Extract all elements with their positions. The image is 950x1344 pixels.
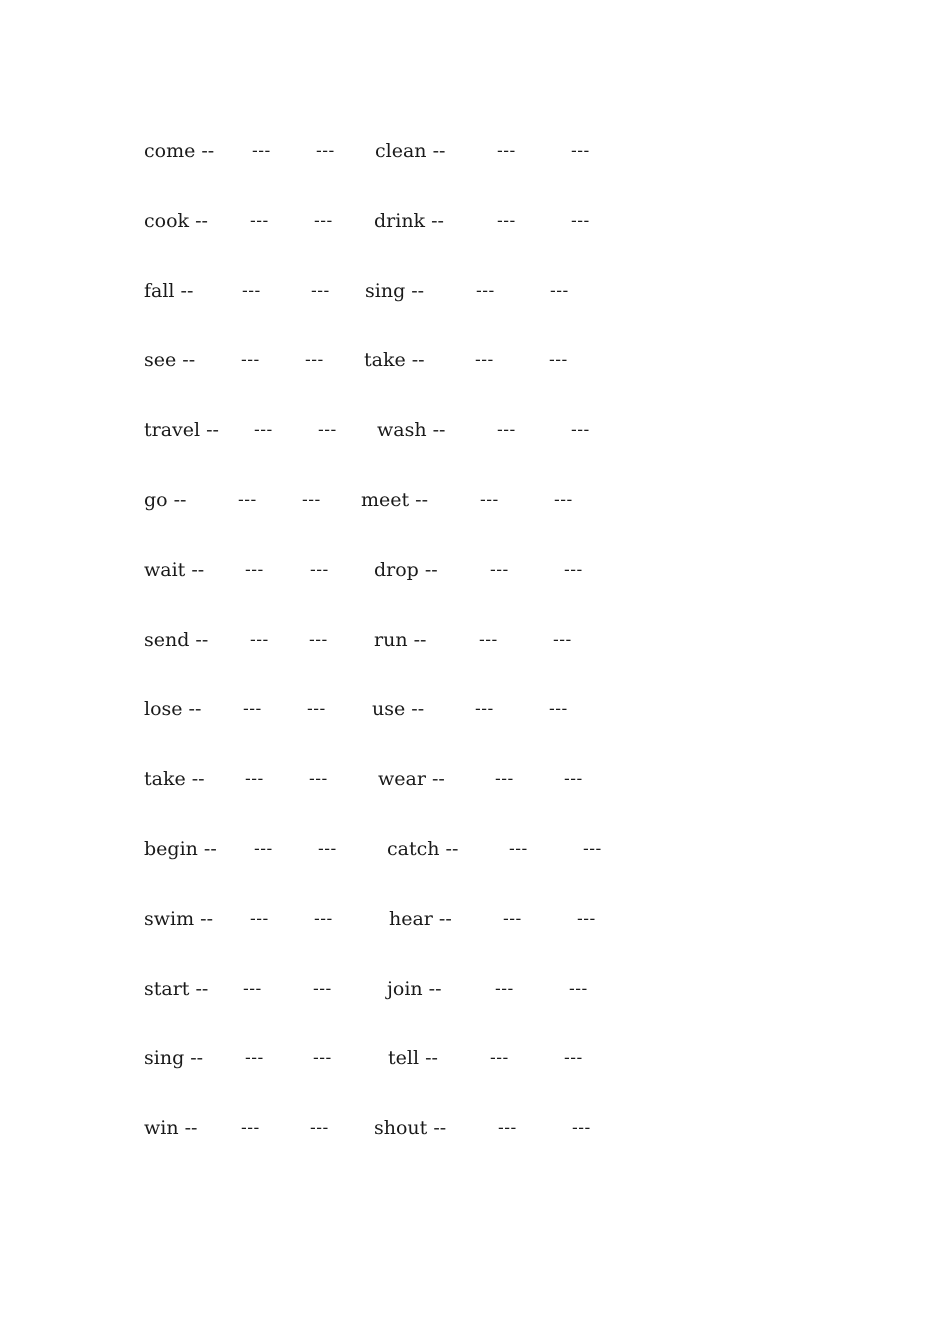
right-verb: sing -- <box>365 280 425 302</box>
right-verb: wear -- <box>378 768 445 790</box>
left-blank-1: --- <box>238 490 257 510</box>
right-blank-2: --- <box>553 630 572 650</box>
right-verb: use -- <box>372 698 425 720</box>
left-blank-1: --- <box>250 909 269 929</box>
right-blank-1: --- <box>497 211 516 231</box>
verb-row <box>0 136 950 166</box>
right-blank-1: --- <box>497 420 516 440</box>
verb-row <box>0 834 950 864</box>
left-blank-1: --- <box>245 560 264 580</box>
right-blank-1: --- <box>495 769 514 789</box>
right-blank-2: --- <box>554 490 573 510</box>
left-verb: sing -- <box>144 1047 204 1069</box>
left-blank-1: --- <box>243 699 262 719</box>
right-blank-2: --- <box>549 350 568 370</box>
left-blank-2: --- <box>305 350 324 370</box>
verb-row <box>0 974 950 1004</box>
left-verb: fall -- <box>144 280 194 302</box>
verb-row <box>0 1043 950 1073</box>
left-verb: begin -- <box>144 838 217 860</box>
right-verb: take -- <box>364 349 425 371</box>
left-verb: see -- <box>144 349 196 371</box>
verb-row <box>0 206 950 236</box>
right-blank-2: --- <box>549 699 568 719</box>
right-blank-1: --- <box>497 141 516 161</box>
verb-row <box>0 764 950 794</box>
left-blank-2: --- <box>302 490 321 510</box>
right-verb: join -- <box>387 978 442 1000</box>
left-blank-2: --- <box>316 141 335 161</box>
right-blank-1: --- <box>495 979 514 999</box>
right-blank-2: --- <box>564 769 583 789</box>
verb-row <box>0 555 950 585</box>
right-verb: drop -- <box>374 559 438 581</box>
right-verb: hear -- <box>389 908 452 930</box>
left-verb: start -- <box>144 978 209 1000</box>
left-verb: travel -- <box>144 419 219 441</box>
left-blank-2: --- <box>307 699 326 719</box>
right-verb: wash -- <box>377 419 446 441</box>
left-blank-1: --- <box>245 769 264 789</box>
right-blank-1: --- <box>503 909 522 929</box>
right-blank-1: --- <box>498 1118 517 1138</box>
verb-row <box>0 904 950 934</box>
left-blank-2: --- <box>309 630 328 650</box>
verb-row <box>0 276 950 306</box>
left-blank-2: --- <box>314 211 333 231</box>
right-blank-1: --- <box>490 1048 509 1068</box>
right-blank-1: --- <box>476 281 495 301</box>
right-blank-2: --- <box>577 909 596 929</box>
left-verb: come -- <box>144 140 215 162</box>
right-blank-2: --- <box>564 1048 583 1068</box>
verb-row <box>0 1113 950 1143</box>
right-verb: tell -- <box>388 1047 438 1069</box>
right-verb: meet -- <box>361 489 429 511</box>
left-blank-1: --- <box>242 281 261 301</box>
right-blank-2: --- <box>571 141 590 161</box>
left-verb: lose -- <box>144 698 202 720</box>
right-blank-1: --- <box>479 630 498 650</box>
left-blank-1: --- <box>254 420 273 440</box>
right-blank-2: --- <box>564 560 583 580</box>
left-verb: win -- <box>144 1117 198 1139</box>
left-blank-2: --- <box>309 769 328 789</box>
left-blank-2: --- <box>314 909 333 929</box>
left-blank-1: --- <box>254 839 273 859</box>
right-blank-1: --- <box>490 560 509 580</box>
left-verb: take -- <box>144 768 205 790</box>
left-blank-2: --- <box>313 979 332 999</box>
left-blank-2: --- <box>310 1118 329 1138</box>
right-blank-2: --- <box>571 420 590 440</box>
right-blank-2: --- <box>550 281 569 301</box>
right-blank-1: --- <box>480 490 499 510</box>
right-blank-2: --- <box>583 839 602 859</box>
right-blank-2: --- <box>571 211 590 231</box>
left-blank-1: --- <box>243 979 262 999</box>
left-blank-1: --- <box>250 211 269 231</box>
right-blank-1: --- <box>509 839 528 859</box>
left-blank-2: --- <box>318 420 337 440</box>
verb-row <box>0 415 950 445</box>
left-blank-2: --- <box>310 560 329 580</box>
right-blank-2: --- <box>569 979 588 999</box>
left-verb: send -- <box>144 629 209 651</box>
left-blank-2: --- <box>311 281 330 301</box>
left-blank-2: --- <box>313 1048 332 1068</box>
right-verb: catch -- <box>387 838 459 860</box>
right-blank-1: --- <box>475 699 494 719</box>
verb-row <box>0 345 950 375</box>
left-blank-1: --- <box>241 350 260 370</box>
right-blank-2: --- <box>572 1118 591 1138</box>
right-verb: run -- <box>374 629 427 651</box>
left-verb: swim -- <box>144 908 213 930</box>
left-blank-2: --- <box>318 839 337 859</box>
left-verb: cook -- <box>144 210 208 232</box>
left-blank-1: --- <box>252 141 271 161</box>
right-verb: drink -- <box>374 210 444 232</box>
right-verb: clean -- <box>375 140 446 162</box>
right-verb: shout -- <box>374 1117 447 1139</box>
left-blank-1: --- <box>245 1048 264 1068</box>
left-verb: go -- <box>144 489 187 511</box>
left-verb: wait -- <box>144 559 205 581</box>
right-blank-1: --- <box>475 350 494 370</box>
verb-row <box>0 625 950 655</box>
verb-row <box>0 485 950 515</box>
left-blank-1: --- <box>241 1118 260 1138</box>
verb-row <box>0 694 950 724</box>
left-blank-1: --- <box>250 630 269 650</box>
